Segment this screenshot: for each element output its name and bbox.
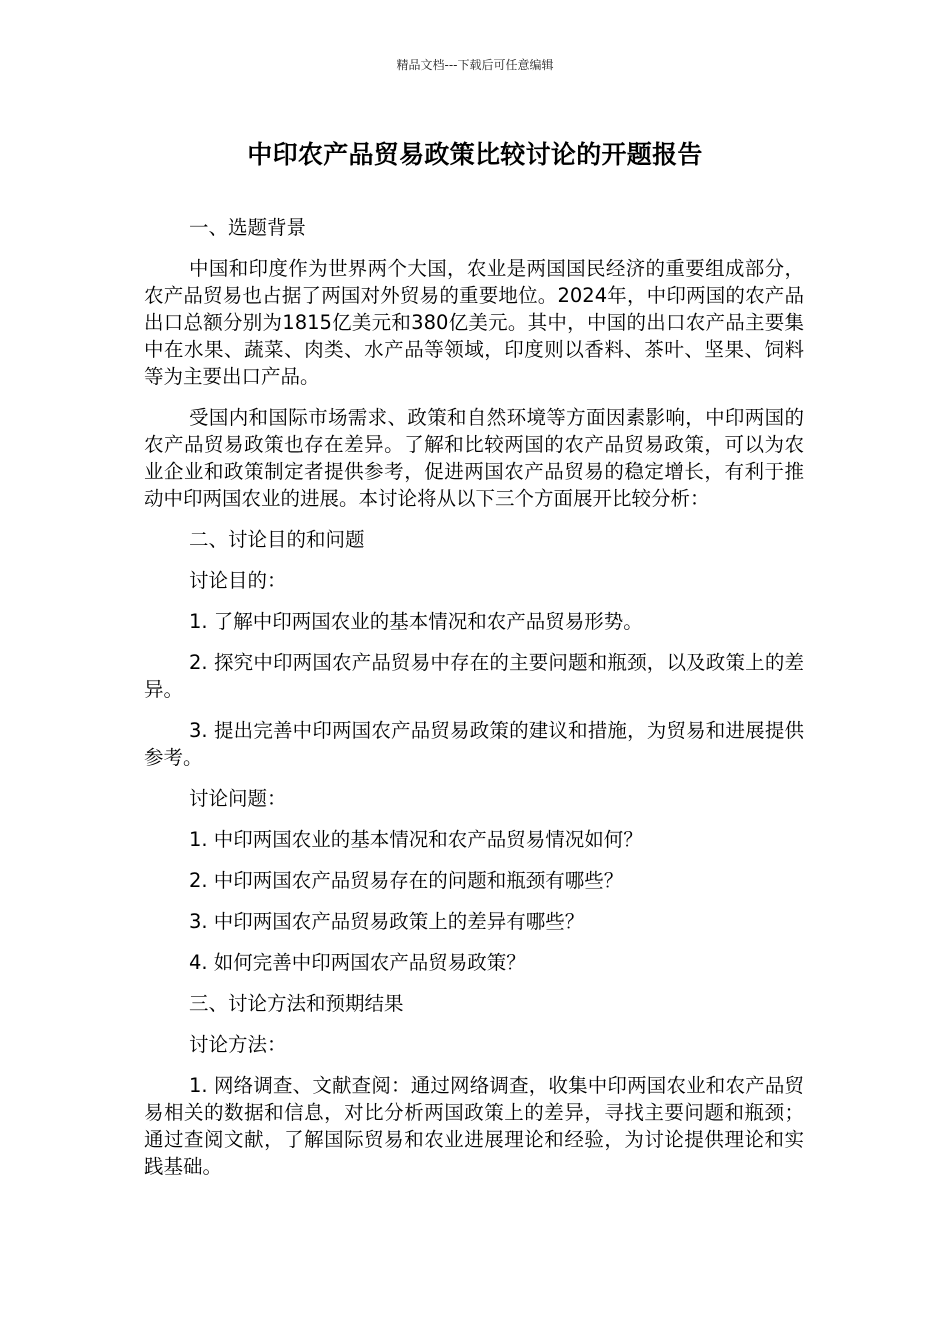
subheading-goals: 讨论目的： <box>189 569 287 592</box>
list-item: 2. 中印两国农产品贸易存在的问题和瓶颈有哪些？ <box>189 869 624 892</box>
list-item: 1. 网络调查、文献查阅：通过网络调查，收集中印两国农业和农产品贸易相关的数据和信息，对比分析两国政策上的差异，寻找主要问题和瓶颈；通过查阅文献，了解国际贸易和农业进展理论和经验，为讨论提供理论和实践基础。 <box>144 1074 804 1178</box>
section-heading-background: 一、选题背景 <box>189 216 307 239</box>
section-heading-goals: 二、讨论目的和问题 <box>189 528 365 551</box>
body-paragraph: 受国内和国际市场需求、政策和自然环境等方面因素影响，中印两国的农产品贸易政策也存在差异。了解和比较两国的农产品贸易政策，可以为农业企业和政策制定者提供参考，促进两国农产品贸易的稳定增长，有利于推动中印两国农业的进展。本讨论将从以下三个方面展开比较分析： <box>144 406 804 510</box>
list-item: 3. 提出完善中印两国农产品贸易政策的建议和措施，为贸易和进展提供参考。 <box>144 719 804 769</box>
list-item: 1. 了解中印两国农业的基本情况和农产品贸易形势。 <box>189 610 643 633</box>
body-paragraph: 中国和印度作为世界两个大国，农业是两国国民经济的重要组成部分，农产品贸易也占据了两国对外贸易的重要地位。2024年，中印两国的农产品出口总额分别为1815亿美元和380亿美元。其中，中国的出口农产品主要集中在水果、蔬菜、肉类、水产品等领域，印度则以香料、茶叶、坚果、饲料等为主要出口产品。 <box>144 257 804 388</box>
list-item: 2. 探究中印两国农产品贸易中存在的主要问题和瓶颈，以及政策上的差异。 <box>144 651 804 701</box>
section-heading-methods: 三、讨论方法和预期结果 <box>189 992 404 1015</box>
subheading-methods: 讨论方法： <box>189 1033 287 1056</box>
page-header: 精品文档---下载后可任意编辑 <box>396 58 554 72</box>
document-body <box>144 214 804 1194</box>
list-item: 3. 中印两国农产品贸易政策上的差异有哪些？ <box>189 910 585 933</box>
subheading-questions: 讨论问题： <box>189 787 287 810</box>
list-item: 1. 中印两国农业的基本情况和农产品贸易情况如何？ <box>189 828 643 851</box>
document-title: 中印农产品贸易政策比较讨论的开题报告 <box>247 140 703 169</box>
list-item: 4. 如何完善中印两国农产品贸易政策？ <box>189 951 526 974</box>
